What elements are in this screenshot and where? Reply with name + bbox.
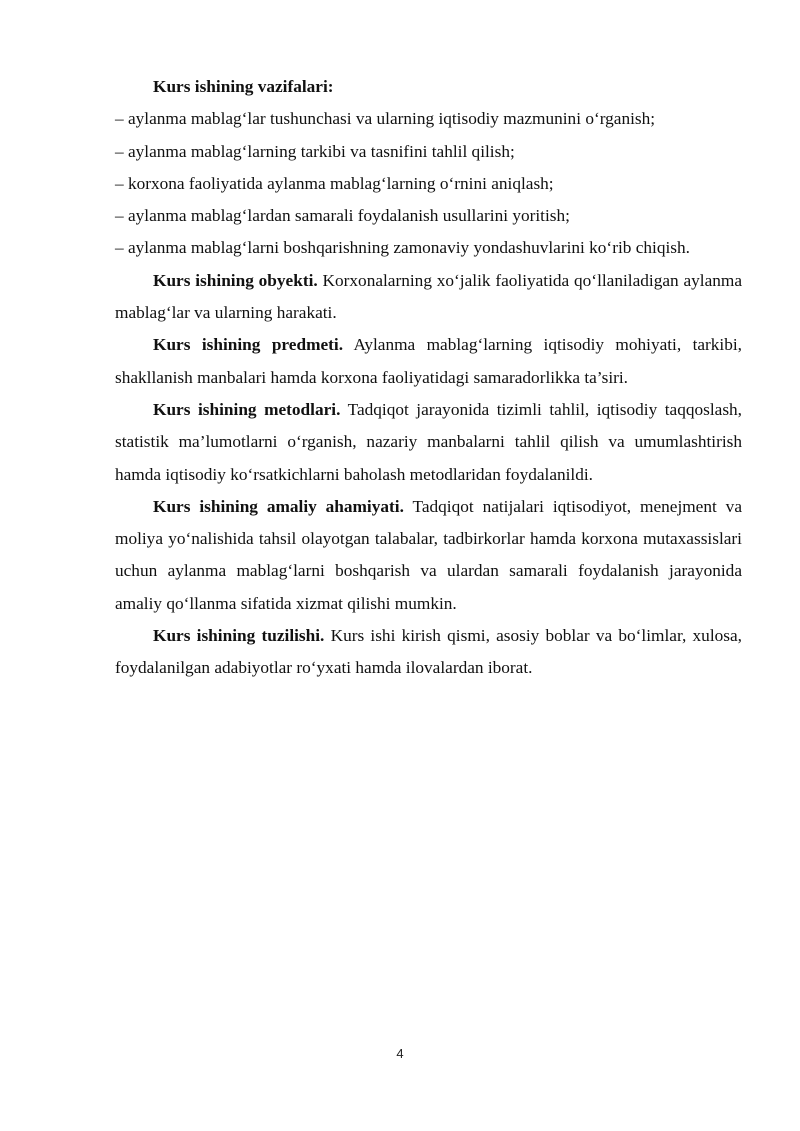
subject-label: Kurs ishining predmeti. xyxy=(153,335,344,355)
tasks-heading xyxy=(115,71,742,103)
object-text: Korxonalarning xo‘jalik faoliyatida qo‘llaniladigan aylanma mablag‘lar va ularning harakati. xyxy=(115,270,742,323)
methods-label: Kurs ishining metodlari. xyxy=(153,399,341,419)
practical-paragraph xyxy=(115,491,742,620)
task-item: – aylanma mablag‘larni boshqarishning zamonaviy yondashuvlarini ko‘rib chiqish. xyxy=(115,238,690,258)
methods-paragraph xyxy=(115,394,742,491)
structure-paragraph xyxy=(115,620,742,685)
task-item: – korxona faoliyatida aylanma mablag‘larning o‘rnini aniqlash; xyxy=(115,173,554,193)
methods-text: Tadqiqot jarayonida tizimli tahlil, iqtisodiy taqqoslash, statistik ma’lumotlarni o‘rganish, nazariy manbalarni tahlil qilish va umumlashtirish hamda iqtisodiy ko‘rsatkichlarni baholash metodlaridan foydalanildi. xyxy=(115,399,742,484)
page-content xyxy=(115,71,742,685)
subject-text: Aylanma mablag‘larning iqtisodiy mohiyati, tarkibi, shakllanish manbalari hamda korxona faoliyatidagi samaradorlikka ta’siri. xyxy=(115,335,742,387)
task-item: – aylanma mablag‘lar tushunchasi va ularning iqtisodiy mazmunini o‘rganish; xyxy=(115,109,656,129)
structure-label: Kurs ishining tuzilishi. xyxy=(153,626,325,646)
practical-text: Tadqiqot natijalari iqtisodiyot, menejment va moliya yo‘nalishida tahsil olayotgan talabalar, tadbirkorlar hamda korxona mutaxassislari uchun aylanma mablag‘larni boshqarish va ulardan samarali foydalanish jarayonida amaliy qo‘llanma sifatida xizmat qilishi mumkin. xyxy=(115,496,742,613)
tasks-heading-label: Kurs ishining vazifalari: xyxy=(153,77,334,96)
task-item: – aylanma mablag‘larning tarkibi va tasnifini tahlil qilish; xyxy=(115,141,515,161)
object-label: Kurs ishining obyekti. xyxy=(153,270,318,290)
subject-paragraph xyxy=(115,329,742,394)
task-item: – aylanma mablag‘lardan samarali foydalanish usullarini yoritish; xyxy=(115,206,570,226)
page-number: 4 xyxy=(396,1046,404,1061)
practical-label: Kurs ishining amaliy ahamiyati. xyxy=(153,496,404,516)
structure-text: Kurs ishi kirish qismi, asosiy boblar va bo‘limlar, xulosa, foydalanilgan adabiyotlar ro‘yxati hamda ilovalardan iborat. xyxy=(115,626,742,678)
object-paragraph xyxy=(115,265,742,330)
